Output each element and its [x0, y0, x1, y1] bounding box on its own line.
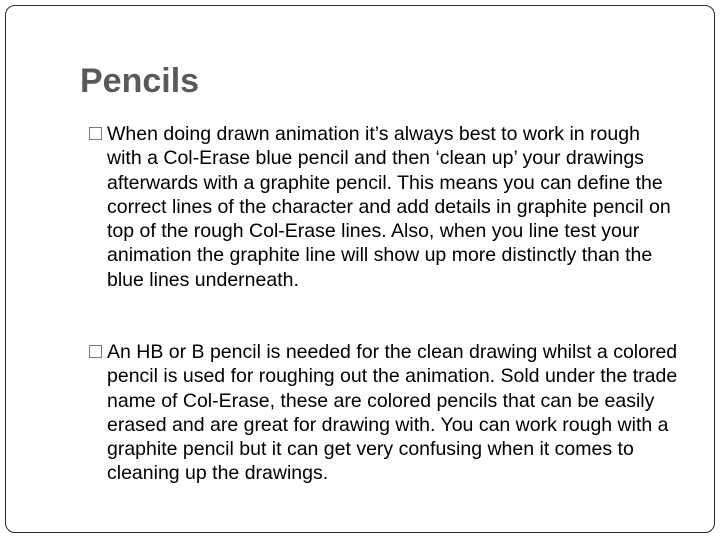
bullet-text: When doing drawn animation it’s always best to work in rough with a Col-Erase blue pencil and then ‘clean up’ your drawings afterwards with a graphite pencil. This means you can define the correct lines of the character and add details in graphite pencil on top of the rough Col-Erase lines. Also, when you line test your animation the graphite line will show up more distinctly than the blue lines underneath.: [107, 123, 671, 291]
bullet-item: [89, 122, 679, 292]
slide-frame: [5, 5, 715, 533]
bullet-item: [89, 340, 679, 486]
slide-title: Pencils: [80, 62, 200, 100]
checkbox-square-icon: [89, 345, 102, 358]
bullet-text: An HB or B pencil is needed for the clean drawing whilst a colored pencil is used for roughing out the animation. Sold under the trade name of Col-Erase, these are colored pencils that can be easily erased and are great for drawing with. You can work rough with a graphite pencil but it can get very confusing when it comes to cleaning up the drawings.: [107, 341, 678, 485]
checkbox-square-icon: [89, 127, 102, 140]
